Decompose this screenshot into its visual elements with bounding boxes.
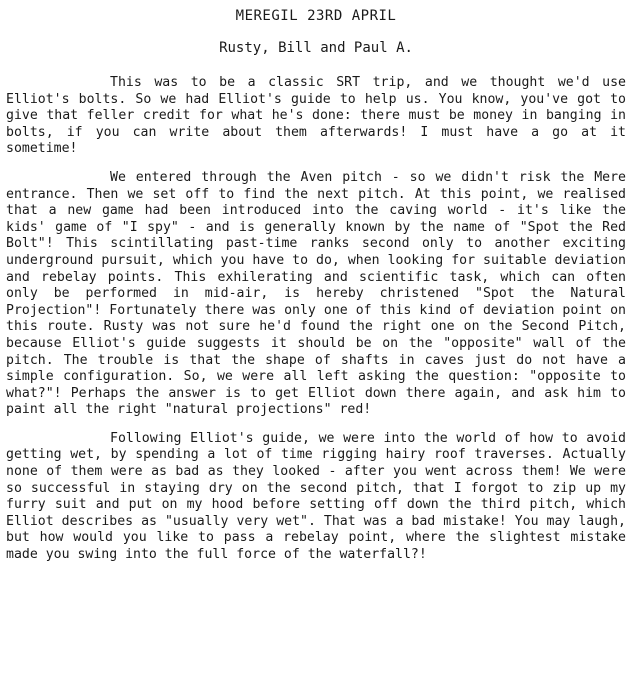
article-byline: Rusty, Bill and Paul A. [219, 40, 413, 56]
paragraph-2-text: We entered through the Aven pitch - so we didn't risk the Mere entrance. Then we set off to find the next pitch. At this point, we realised that a new game had been introduced into the caving world - it's like the kids' game of "I spy" - and is generally known by the name of "Spot the Red Bolt"! This scintillating past-time ranks second only to another exciting underground pursuit, which you have to do, when looking for suitable deviation and rebelay points. This exhilerating and scientific task, which can often only be performed in mid-air, is hereby christened "Spot the Natural Projection"! Fortunately there was only one of this kind of deviation point on this route. Rusty was not sure he'd found the right one on the Second Pitch, because Elliot's guide suggests it should be on the "opposite" wall of the pitch. The trouble is that the shape of shafts in caves just do not have a simple configuration. So, we were all left asking the question: "opposite to what?"! Perhaps the answer is to get Elliot down there again, and ask him to paint all the right "natural projections" red! [6, 169, 626, 418]
paragraph-1 [6, 75, 626, 158]
paragraph-2 [6, 170, 626, 419]
paragraph-3 [6, 431, 626, 564]
paragraph-1-text: This was to be a classic SRT trip, and we thought we'd use Elliot's bolts. So we had Elliot's guide to help us. You know, you've got to give that feller credit for what he's done: there must be money in banging in bolts, if you can write about them afterwards! I must have a go at it sometime! [6, 75, 626, 157]
article-title: MEREGIL 23RD APRIL [235, 8, 397, 24]
paragraph-3-text: Following Elliot's guide, we were into the world of how to avoid getting wet, by spending a lot of time rigging hairy roof traverses. Actually none of them were as bad as they looked - after you went across them! We were so successful in staying dry on the second pitch, that I forgot to zip up my furry suit and put on my hood before setting off down the third pitch, which Elliot describes as "usually very wet". That was a bad mistake! You may laugh, but how would you like to pass a rebelay point, where the slightest mistake made you swing into the full force of the waterfall?! [6, 430, 626, 563]
